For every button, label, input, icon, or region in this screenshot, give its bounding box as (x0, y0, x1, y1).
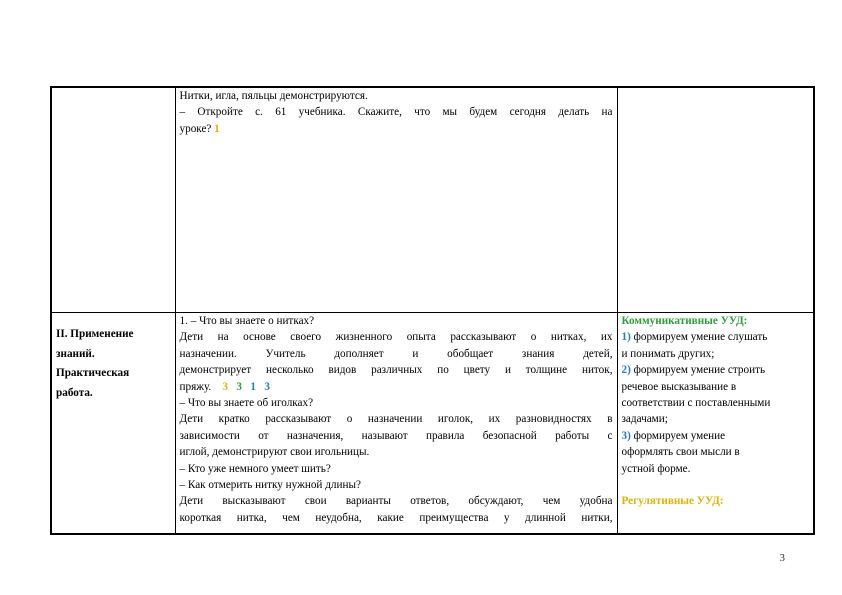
question-line: – Как отмерить нитку нужной длины? (179, 479, 361, 492)
content-text: пряжу. (179, 380, 212, 393)
table-row (51, 87, 814, 313)
stage-line: знаний. (56, 347, 95, 360)
question-line: – Что вы знаете об иголках? (179, 397, 314, 410)
content-text: уроке? (179, 122, 212, 135)
content-line: Дети на основе своего жизненного опыта рассказывают о нитках, их (179, 331, 613, 344)
content-cell (175, 313, 617, 535)
uud-item-text: формируем умение (633, 429, 726, 442)
question-line: 1. – Что вы знаете о нитках? (179, 315, 315, 327)
stage-line: Практическая (56, 367, 130, 379)
uud-item-line: устной форме. (621, 462, 691, 475)
level-badge: 1 (250, 380, 256, 393)
regulatory-uud-heading: Регулятивные УУД: (621, 495, 724, 508)
content-line: иглой, демонстрируют свои игольницы. (179, 446, 370, 459)
question-line: – Кто уже немного умеет шить? (179, 462, 331, 475)
uud-item-line: и понимать других; (621, 347, 715, 360)
table-row (51, 313, 814, 535)
uud-item (622, 329, 810, 345)
spacer (622, 477, 810, 493)
level-badge: 1 (214, 122, 220, 135)
uud-item-number: 3) (621, 429, 631, 442)
level-badge: 3 (236, 380, 242, 393)
stage-cell (51, 87, 175, 313)
lesson-plan-table (50, 86, 815, 535)
uud-item-line: задачами; (621, 413, 668, 426)
content-line: Нитки, игла, пяльцы демонстрируются. (179, 90, 368, 102)
uud-item-number: 1) (621, 331, 631, 344)
uud-item (622, 362, 810, 378)
uud-cell (617, 87, 814, 313)
level-badge: 3 (222, 380, 229, 393)
uud-item-text: формируем умение строить (633, 364, 766, 377)
content-cell (175, 87, 617, 313)
content-line: демонстрирует несколько видов различных по цвету и толщине ниток, (179, 364, 613, 377)
content-line: Дети высказывают свои варианты ответов, обсуждают, чем удобна (179, 495, 613, 508)
stage-title (56, 325, 171, 403)
uud-item-text: формируем умение слушать (633, 331, 768, 344)
stage-cell (51, 313, 175, 535)
uud-item-line: оформлять свои мысли в (621, 446, 740, 459)
stage-line: работа. (56, 386, 93, 399)
level-badge: 3 (264, 380, 270, 393)
content-line: – Откройте с. 61 учебника. Скажите, что мы будем сегодня делать на (179, 106, 613, 119)
content-line: назначении. Учитель дополняет и обобщает знания детей, (179, 347, 613, 360)
uud-item-line: речевое высказывание в (621, 380, 737, 393)
content-line (180, 121, 613, 137)
stage-line: II. Применение (56, 328, 134, 340)
uud-item-line: соответствии с поставленными (621, 397, 771, 410)
content-line: короткая нитка, чем неудобна, какие преимущества у длинной нитки, (179, 511, 613, 524)
content-line: зависимости от назначения, называют правила безопасной работы с (179, 429, 613, 442)
content-line: Дети кратко рассказывают о назначении иголок, их разновидностях в (179, 413, 613, 426)
page-number: 3 (779, 552, 785, 564)
communicative-uud-heading: Коммуникативные УУД: (621, 315, 748, 327)
uud-item-number: 2) (621, 364, 631, 377)
uud-item (622, 428, 810, 444)
content-line (180, 379, 613, 395)
uud-cell (617, 313, 814, 535)
